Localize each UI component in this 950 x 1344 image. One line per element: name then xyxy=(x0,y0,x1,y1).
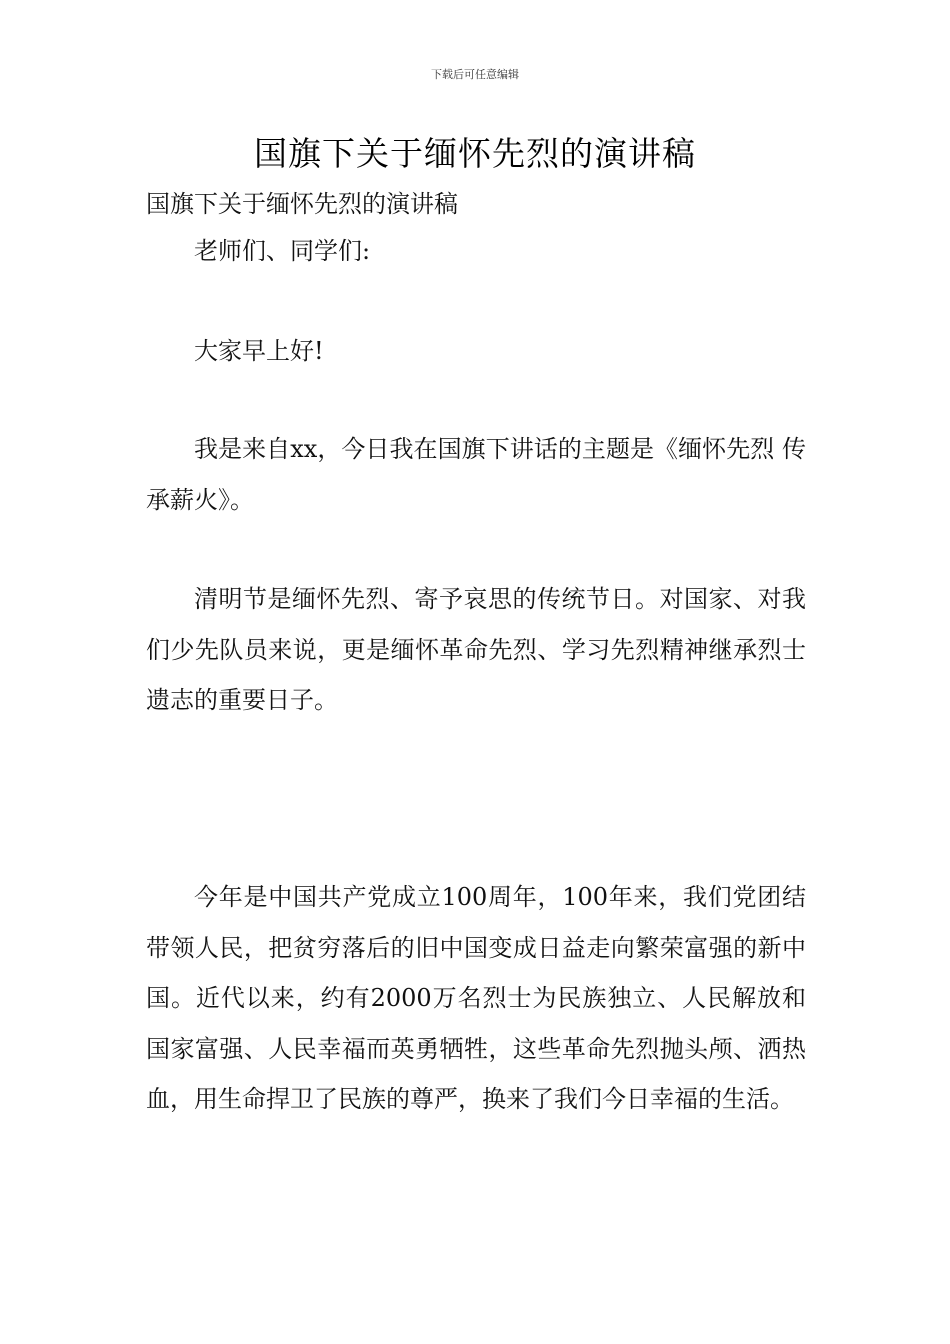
paragraph-greeting: 老师们、同学们: xyxy=(194,237,371,265)
paragraph-history: 今年是中国共产党成立100周年，100年来，我们党团结带领人民，把贫穷落后的旧中国变成日益走向繁荣富强的新中国。近代以来，约有2000万名烈士为民族独立、人民解放和国家富强、人民幸福而英勇牺牲，这些革命先烈抛头颅、洒热血，用生命捍卫了民族的尊严，换来了我们今日幸福的生活。 xyxy=(146,883,806,1113)
paragraph-qingming: 清明节是缅怀先烈、寄予哀思的传统节日。对国家、对我们少先队员来说，更是缅怀革命先烈、学习先烈精神继承烈士遗志的重要日子。 xyxy=(146,585,806,714)
document-subtitle: 国旗下关于缅怀先烈的演讲稿 xyxy=(146,190,458,218)
paragraph-topic: 我是来自xx，今日我在国旗下讲话的主题是《缅怀先烈 传承薪火》。 xyxy=(146,435,806,514)
document-title: 国旗下关于缅怀先烈的演讲稿 xyxy=(254,134,696,173)
paragraph-good-morning: 大家早上好! xyxy=(194,337,324,365)
header-note: 下载后可任意编辑 xyxy=(431,68,519,81)
